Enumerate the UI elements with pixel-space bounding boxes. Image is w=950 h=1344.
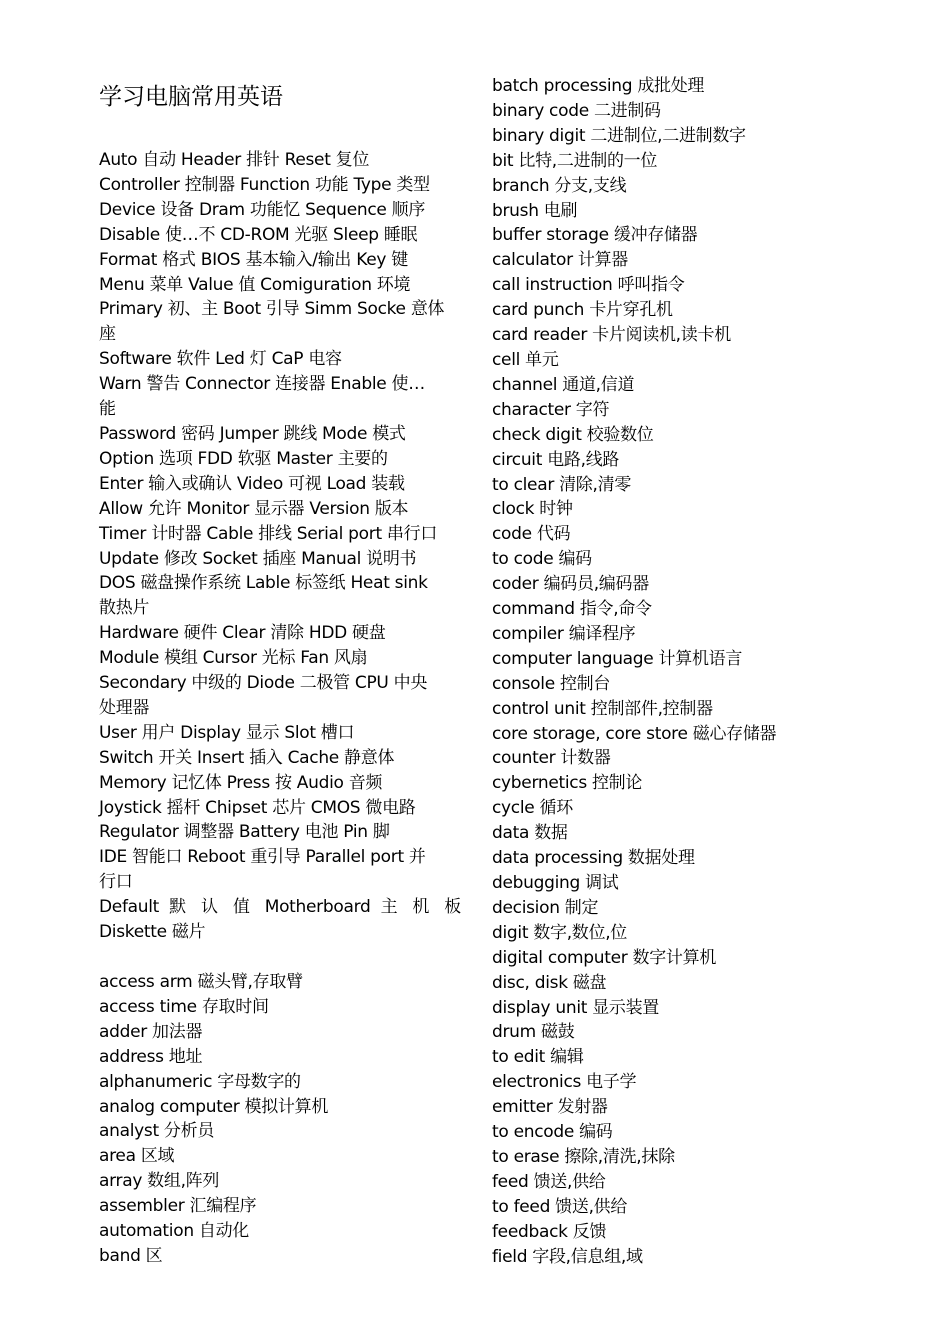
glossary-line: DOS 磁盘操作系统 Lable 标签纸 Heat sink: [99, 573, 428, 594]
glossary-line: brush 电刷: [492, 200, 578, 221]
glossary-line: bit 比特,二进制的一位: [492, 150, 658, 171]
glossary-line: Allow 允许 Monitor 显示器 Version 版本: [99, 498, 409, 519]
glossary-line: Regulator 调整器 Battery 电池 Pin 脚: [99, 822, 390, 843]
glossary-line: circuit 电路,线路: [492, 449, 620, 470]
glossary-line: address 地址: [99, 1046, 203, 1067]
glossary-line: counter 计数器: [492, 748, 611, 769]
glossary-line: to erase 擦除,清洗,抹除: [492, 1146, 675, 1167]
glossary-line: decision 制定: [492, 897, 599, 918]
glossary-line: branch 分支,支线: [492, 175, 627, 196]
page-title: 学习电脑常用英语: [99, 84, 283, 110]
glossary-line: calculator 计算器: [492, 250, 629, 271]
glossary-line: to encode 编码: [492, 1122, 613, 1143]
glossary-line: Password 密码 Jumper 跳线 Mode 模式: [99, 423, 406, 444]
glossary-line: character 字符: [492, 399, 610, 420]
glossary-line: disc, disk 磁盘: [492, 972, 607, 993]
glossary-line: Controller 控制器 Function 功能 Type 类型: [99, 174, 430, 195]
glossary-line: Device 设备 Dram 功能忆 Sequence 顺序: [99, 199, 426, 220]
glossary-line: Menu 菜单 Value 值 Comiguration 环境: [99, 274, 411, 295]
glossary-line: control unit 控制部件,控制器: [492, 698, 713, 719]
glossary-line: electronics 电子学: [492, 1072, 637, 1093]
glossary-line: access arm 磁头臂,存取臂: [99, 972, 303, 992]
glossary-line: channel 通道,信道: [492, 374, 635, 395]
glossary-line: automation 自动化: [99, 1221, 250, 1242]
glossary-line: Joystick 摇杆 Chipset 芯片 CMOS 微电路: [99, 797, 416, 818]
glossary-line: feed 馈送,供给: [492, 1171, 606, 1192]
glossary-line: clock 时钟: [492, 499, 573, 520]
right-glossary-block: [492, 74, 932, 1270]
glossary-line: data 数据: [492, 823, 568, 844]
glossary-line: 行口: [99, 872, 133, 893]
glossary-line: band 区: [99, 1245, 163, 1266]
glossary-line: Hardware 硬件 Clear 清除 HDD 硬盘: [99, 623, 386, 644]
glossary-line: analog computer 模拟计算机: [99, 1096, 329, 1117]
glossary-line: emitter 发射器: [492, 1097, 608, 1118]
glossary-line: binary code 二进制码: [492, 100, 661, 121]
glossary-line: command 指令,命令: [492, 599, 652, 620]
glossary-line: feedback 反馈: [492, 1221, 607, 1242]
glossary-line: compiler 编译程序: [492, 623, 636, 644]
glossary-line: 座: [99, 324, 116, 345]
glossary-line: 散热片: [99, 598, 150, 619]
glossary-line: to edit 编辑: [492, 1047, 584, 1068]
glossary-line: Diskette 磁片: [99, 922, 206, 943]
glossary-line: array 数组,阵列: [99, 1171, 220, 1192]
glossary-line: display unit 显示装置: [492, 997, 660, 1018]
glossary-line: Switch 开关 Insert 插入 Cache 静意体: [99, 747, 395, 768]
glossary-line: batch processing 成批处理: [492, 76, 705, 96]
glossary-line: Warn 警告 Connector 连接器 Enable 使…: [99, 374, 425, 395]
glossary-line: access time 存取时间: [99, 996, 269, 1017]
glossary-line: Timer 计时器 Cable 排线 Serial port 串行口: [99, 523, 438, 544]
glossary-line: digit 数字,数位,位: [492, 922, 628, 943]
glossary-line: computer language 计算机语言: [492, 648, 743, 669]
glossary-line: binary digit 二进制位,二进制数字: [492, 125, 746, 146]
glossary-line: data processing 数据处理: [492, 848, 695, 869]
glossary-line: to feed 馈送,供给: [492, 1196, 628, 1217]
glossary-line: Memory 记忆体 Press 按 Audio 音频: [99, 772, 383, 793]
glossary-line: Auto 自动 Header 排针 Reset 复位: [99, 150, 370, 170]
glossary-line: Disable 使…不 CD-ROM 光驱 Sleep 睡眠: [99, 224, 418, 245]
glossary-line: adder 加法器: [99, 1021, 203, 1042]
glossary-line: to clear 清除,清零: [492, 474, 632, 495]
glossary-line: code 代码: [492, 524, 571, 545]
glossary-line: console 控制台: [492, 673, 611, 694]
glossary-line: drum 磁鼓: [492, 1022, 575, 1043]
glossary-line: call instruction 呼叫指令: [492, 275, 685, 296]
glossary-line: alphanumeric 字母数字的: [99, 1071, 301, 1092]
glossary-line: Format 格式 BIOS 基本输入/输出 Key 键: [99, 249, 408, 270]
glossary-line: core storage, core store 磁心存储器: [492, 723, 777, 744]
glossary-line: Option 选项 FDD 软驱 Master 主要的: [99, 448, 388, 469]
glossary-line: analyst 分析员: [99, 1121, 215, 1142]
glossary-line: Primary 初、主 Boot 引导 Simm Socke 意体: [99, 299, 445, 320]
left-glossary-block-2: [99, 970, 461, 1269]
glossary-line: card punch 卡片穿孔机: [492, 300, 673, 321]
glossary-line: cell 单元: [492, 349, 559, 370]
glossary-line: area 区域: [99, 1146, 175, 1167]
glossary-line: Enter 输入或确认 Video 可视 Load 装载: [99, 473, 405, 494]
glossary-line: to code 编码: [492, 549, 592, 570]
glossary-line: assembler 汇编程序: [99, 1196, 257, 1217]
glossary-line: check digit 校验数位: [492, 424, 654, 445]
glossary-line: Default 默 认 值 Motherboard 主 机 板: [99, 897, 461, 918]
glossary-line: card reader 卡片阅读机,读卡机: [492, 325, 731, 346]
glossary-line: coder 编码员,编码器: [492, 574, 649, 595]
glossary-line: debugging 调试: [492, 873, 619, 893]
glossary-line: Update 修改 Socket 插座 Manual 说明书: [99, 548, 417, 569]
glossary-line: Software 软件 Led 灯 CaP 电容: [99, 349, 342, 370]
glossary-line: cycle 循环: [492, 798, 573, 819]
glossary-line: User 用户 Display 显示 Slot 槽口: [99, 722, 355, 743]
glossary-line: 能: [99, 399, 116, 420]
glossary-line: buffer storage 缓冲存储器: [492, 225, 698, 246]
glossary-line: Module 模组 Cursor 光标 Fan 风扇: [99, 648, 368, 669]
glossary-line: cybernetics 控制论: [492, 773, 643, 794]
left-glossary-block-1: [99, 148, 461, 945]
glossary-line: digital computer 数字计算机: [492, 947, 717, 968]
glossary-line: IDE 智能口 Reboot 重引导 Parallel port 并: [99, 847, 426, 868]
glossary-line: field 字段,信息组,域: [492, 1246, 643, 1267]
glossary-line: Secondary 中级的 Diode 二极管 CPU 中央: [99, 673, 428, 694]
glossary-line: 处理器: [99, 697, 150, 718]
